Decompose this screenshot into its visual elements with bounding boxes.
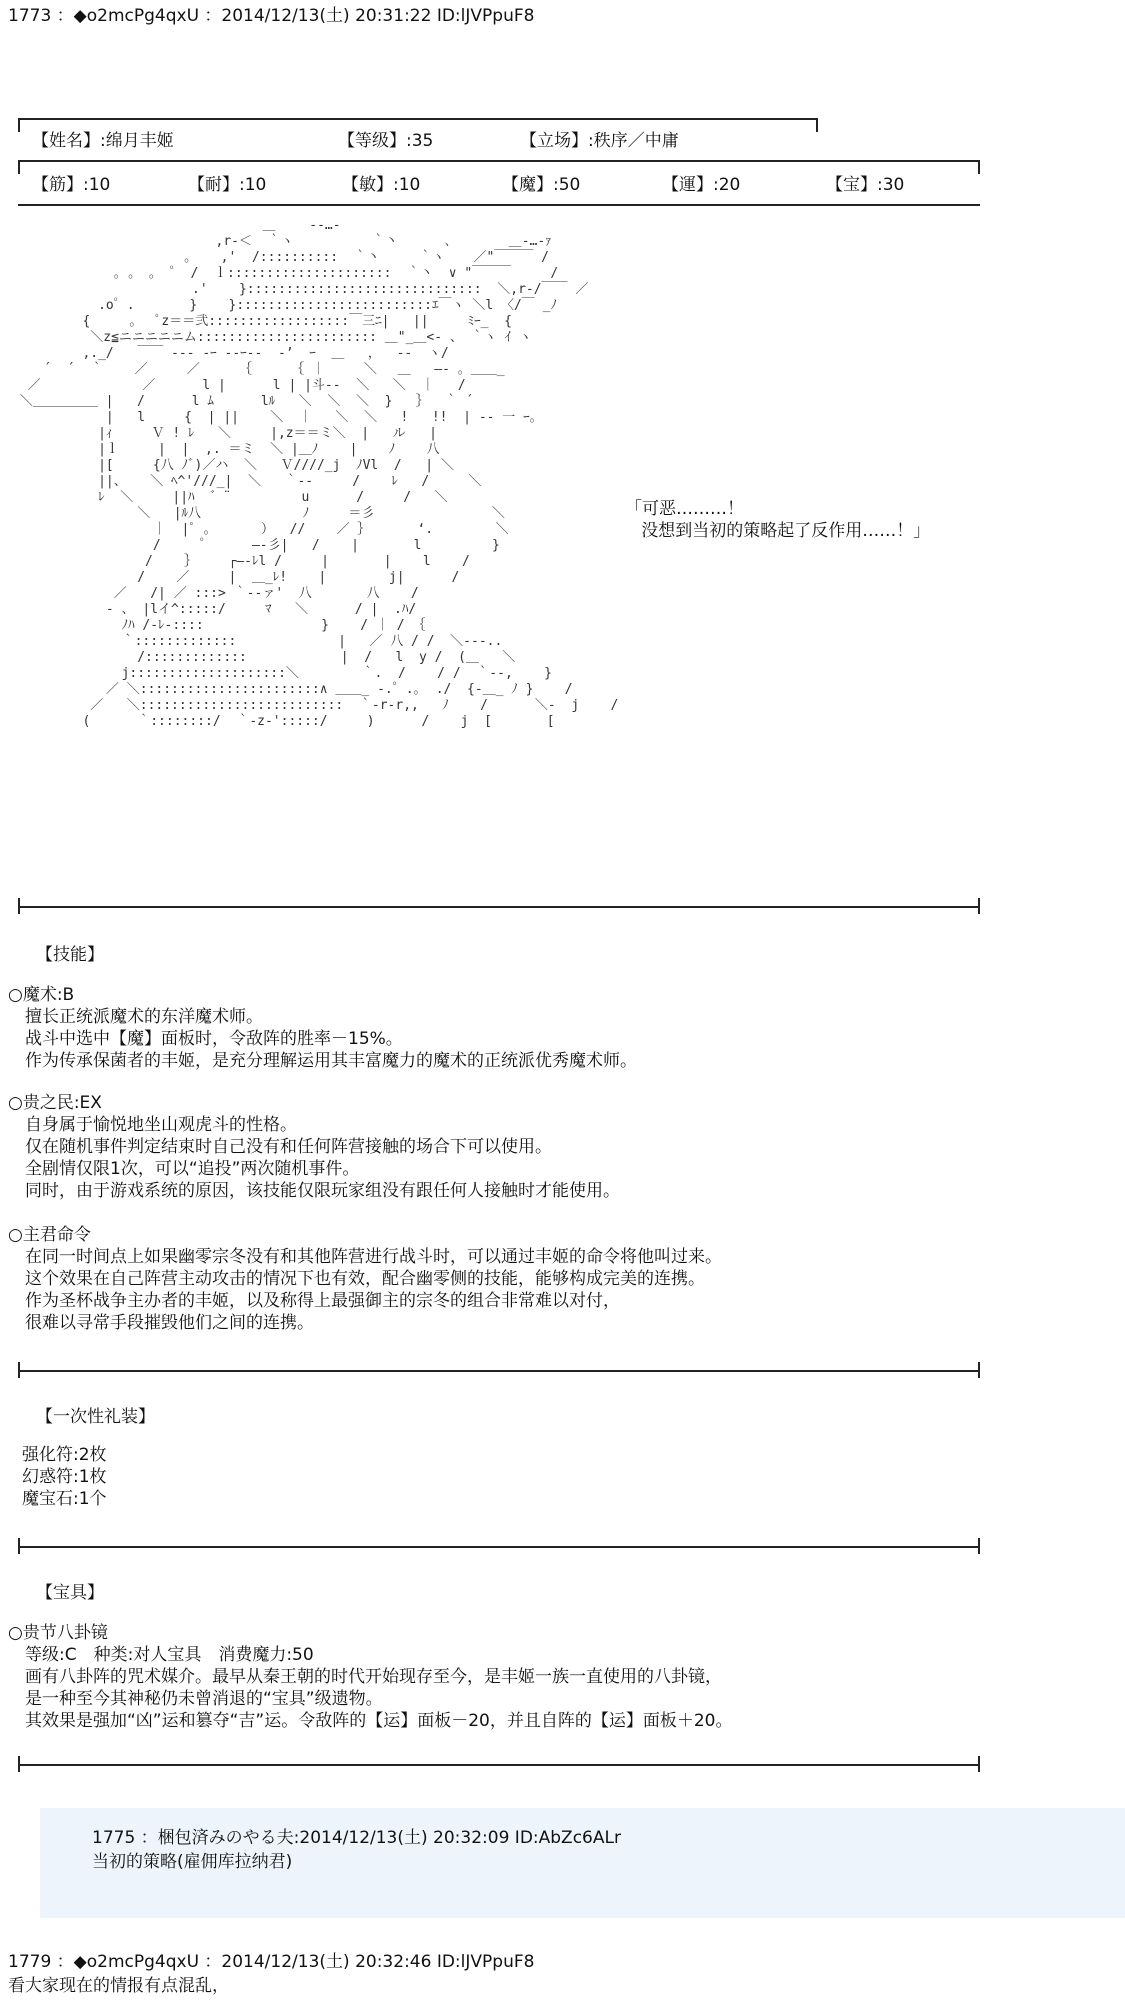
post-2-line-1: 看大家现在的情报有点混乱， xyxy=(8,1976,229,1996)
np-title: 【宝具】 xyxy=(36,1583,104,1603)
divider-tick xyxy=(18,1362,20,1378)
divider-tick xyxy=(18,1538,20,1554)
status-tick xyxy=(18,160,20,174)
stat-magic: 【魔】:50 xyxy=(502,175,581,195)
skill-noble: ○贵之民:EX 自身属于愉悦地坐山观虎斗的性格。 仅在随机事件判定结束时自己没有和任何阵营接触的场合下可以使用。 全剧情仅限1次，可以“追投”两次随机事件。 同时，由于游戏系统的原因，该技能仅限玩家组没有跟任何人接触时才能使用。 xyxy=(8,1093,620,1201)
status-tick xyxy=(816,118,818,132)
status-tick xyxy=(978,160,980,174)
divider-tick xyxy=(978,1756,980,1772)
items-list: 强化符:2枚 幻惑符:1枚 魔宝石:1个 xyxy=(22,1445,107,1509)
stat-strength: 【筋】:10 xyxy=(32,175,111,195)
divider xyxy=(18,1370,980,1372)
skill-magecraft: ○魔术:B 擅长正统派魔术的东洋魔术师。 战斗中选中【魔】面板时，令敌阵的胜率－15%。 作为传承保菌者的丰姬，是充分理解运用其丰富魔力的魔术的正统派优秀魔术师。 xyxy=(8,985,637,1071)
divider xyxy=(18,1764,980,1766)
reply-content xyxy=(92,1826,621,1874)
divider-tick xyxy=(18,898,20,914)
status-alignment: 【立场】:秩序／中庸 xyxy=(520,131,679,151)
skill-command: ○主君命令 在同一时间点上如果幽零宗冬没有和其他阵营进行战斗时，可以通过丰姬的命令将他叫过来。 这个效果在自己阵营主动攻击的情况下也有效，配合幽零侧的技能，能够构成完美的连携。 作为圣杯战争主办者的丰姬，以及称得上最强御主的宗冬的组合非常难以对付， 很难以寻常手段摧毁他们之间的连携。 xyxy=(8,1225,722,1333)
quote-line-1: 「可恶………！ xyxy=(625,499,744,519)
np-description: ○贵节八卦镜 等级:C 种类:对人宝具 消费魔力:50 画有八卦阵的咒术媒介。最早从秦王朝的时代开始现存至今，是丰姬一族一直使用的八卦镜， 是一种至今其神秘仍未曾消退的“宝具”级遗物。 其效果是强加“凶”运和篡夺“吉”运。令敌阵的【运】面板－20，并且自阵的【运】面板＋20。 xyxy=(8,1623,733,1731)
status-rule-mid xyxy=(18,160,980,162)
stat-agility: 【敏】:10 xyxy=(342,175,421,195)
quote-line-2: 没想到当初的策略起了反作用……！」 xyxy=(625,521,931,542)
reply-header: 1775 ：梱包済みのやる夫:2014/12/13(土) 20:32:09 ID:AbZc6ALr xyxy=(92,1828,621,1848)
speech-quote xyxy=(625,498,930,542)
post-header: 1773 ：◆o2mcPg4qxU ：2014/12/13(土) 20:31:22 ID:lJVPpuF8 xyxy=(8,6,535,26)
reply-box xyxy=(40,1808,1125,1918)
divider xyxy=(18,906,980,908)
stat-np: 【宝】:30 xyxy=(826,175,905,195)
skills-title: 【技能】 xyxy=(36,945,104,965)
status-level: 【等级】:35 xyxy=(338,131,434,151)
divider-tick xyxy=(18,1756,20,1772)
ascii-art: ＿ -‐…- ,r‐＜ ｀ヽ ｀丶 ､ ＿‐…‐ｧ 。 ,' /:::::::::: ｀丶 ｀ヽ ／"￣￣￣ / ｡ 。 。 ゜ / ｌ::::::::::::::::::::: ｀丶 ∨ "￣￣￣ / .' }:::::::::::::::::::::::::::::: ＼,r‐/￣￣ ／ .o゜. } }:::::::::::::::::::::::::ｴ￣ヽ ＼l 〈/￣ _ﾉ { ｡ ﾟz＝＝弐::::::::::::::::::￣三ﾆ| || ﾐｰ_ { ＼z≦ニニニニニム::::::::::::::::::::::: ＿"_＿<‐ 、 ｀ヽ ｲ ヽ ,._/ ￣￣ --- -ｰ --ｰ-- ‐’ ｰ ＿ ， ‐‐ ヽ/ ´ ´ ｀ ／ ／ ｛ ｛ ｜ ＼ ＿ ―‐ 。＿＿_ ／ ／ l | l | |斗‐‐ ＼ ＼ ｜ / ＼＿＿＿＿＿ | / l ﾑ lﾙ ＼ ＼ ＼ } ｝ ｀ ´ | l { | || ＼ ｜ ＼ ＼ ! !! | ‐‐ 一 ｰ。 |ｨ Ｖ ! ﾚ ＼ |,z＝＝ミ＼ | ル | |ｌ | | ,. ＝ミ ＼ |＿ﾉ | ﾉ 八 |[ {八 ﾉﾞ)／ハ ＼ Ｖ////_j ﾉVl / | ＼ ||、 ＼ ﾍ^'///_| ＼ ｀‐‐ / ﾚ / ＼ ﾚ ＼ ||ﾊ ゛¨ u / / ＼ ＼ |ﾙ八 ﾉ ＝彡 ＼ ｜ |ﾟ 。 ） // ／ ｝ ‘. ＼ / ゜ ―‐彡| / | l } / ｝ ┌―‐ﾚl / | | l / / ／ | ＿_ﾚ! | j| / ／ /| ／ :::> ｀‐‐ァ' 八 八 / ‐ 、 |lイ^:::::/ ﾏ ＼ / | .ﾊ/ ﾉﾊ /‐ﾚ-:::: } / ｜ / ｛ ｀::::::::::::: | ／ 八 / / ＼‐‐‐.. /::::::::::::: | / l y / (＿ ＼ j::::::::::::::::::::＼ ｀. / / / ｀‐-, } ／ ＼:::::::::::::::::::::::∧ ＿＿_ ‐.゜.｡ ./ {‐＿_ ﾉ } / ／ ＼:::::::::::::::::::::::::: ｀‐r‐r,, ﾉ / ＼‐ j / ( ｀::::::::/ ｀‐z‐':::::/ ) / j [ [ xyxy=(19,218,619,729)
divider-tick xyxy=(978,898,980,914)
post-header-2: 1779 ：◆o2mcPg4qxU ：2014/12/13(土) 20:32:46 ID:lJVPpuF8 xyxy=(8,1952,535,1972)
items-title: 【一次性礼装】 xyxy=(36,1407,155,1427)
status-tick xyxy=(18,118,20,132)
status-rule-top xyxy=(18,118,818,120)
divider-tick xyxy=(978,1362,980,1378)
stat-endurance: 【耐】:10 xyxy=(188,175,267,195)
stat-luck: 【運】:20 xyxy=(662,175,741,195)
reply-body: 当初的策略(雇佣库拉纳君) xyxy=(92,1852,293,1872)
divider xyxy=(18,1546,980,1548)
divider-tick xyxy=(978,1538,980,1554)
status-name: 【姓名】:绵月丰姬 xyxy=(32,131,174,151)
status-rule-bottom xyxy=(18,204,980,206)
